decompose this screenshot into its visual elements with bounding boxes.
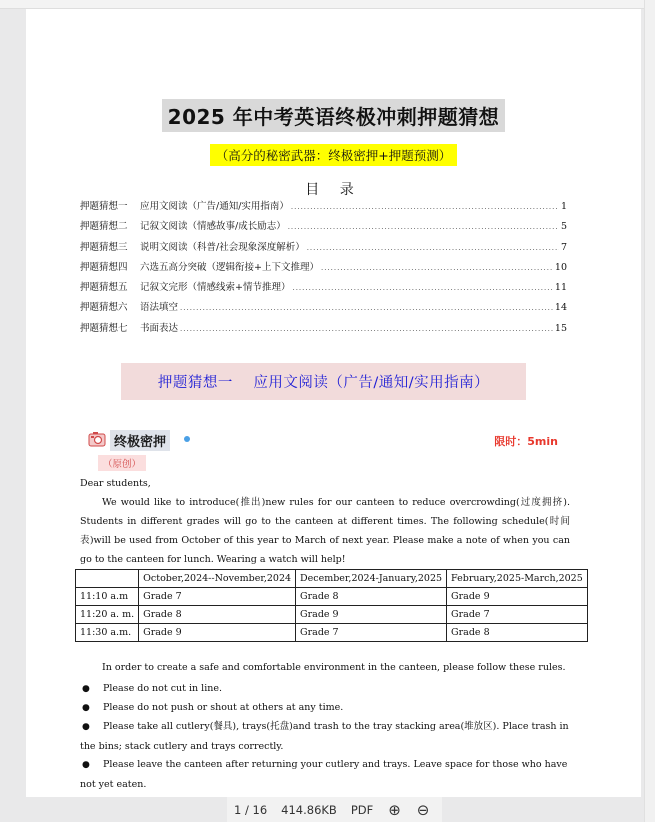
- toc-leader-dots: [292, 284, 552, 292]
- table-header-cell: [76, 570, 139, 588]
- toc-entry-page: 10: [554, 261, 567, 273]
- toc-entry-page: 5: [560, 221, 567, 233]
- toc-entry-title: 说明文阅读（科普/社会现象深度解析）: [140, 241, 305, 253]
- rule-text: Please do not cut in line.: [103, 683, 223, 694]
- toc-entry-label: 押题猜想六: [80, 302, 128, 314]
- toc-entry-title: 六选五高分突破（逻辑衔接+上下文推理）: [140, 261, 319, 273]
- greeting: Dear students,: [80, 478, 151, 489]
- toc-entry-page: 1: [560, 201, 567, 212]
- zoom-in-icon[interactable]: ⊕: [388, 800, 401, 819]
- table-cell: Grade 7: [296, 624, 447, 642]
- table-cell: Grade 8: [139, 606, 296, 624]
- table-cell: Grade 9: [447, 588, 588, 606]
- viewer-bottom-toolbar: [227, 797, 442, 822]
- list-item: [80, 679, 570, 699]
- toc-entry[interactable]: [80, 218, 567, 238]
- bullet-icon: ●: [82, 760, 90, 770]
- list-item: [80, 755, 570, 794]
- bullet-icon: ●: [82, 722, 90, 732]
- toc-entry-label: 押题猜想三: [80, 241, 128, 253]
- table-cell: Grade 8: [296, 588, 447, 606]
- file-size: 414.86KB: [281, 802, 337, 817]
- table-cell: Grade 8: [447, 624, 588, 642]
- toc-heading: 目 录: [305, 182, 362, 198]
- table-header-cell: October,2024--November,2024: [139, 570, 296, 588]
- toc-entry-label: 押题猜想七: [80, 322, 128, 334]
- table-header-row: [76, 570, 588, 588]
- toc-leader-dots: [307, 244, 559, 252]
- toc-entry-label: 押题猜想二: [80, 221, 128, 233]
- rule-text: Please take all cutlery(餐具), trays(托盘)and trash to the tray stacking area(堆放区). Place trash in the bins; stack cutlery and trays correctly.: [80, 721, 569, 752]
- camera-icon: [88, 431, 106, 447]
- badge-label: 终极密押: [110, 430, 170, 451]
- table-cell: Grade 9: [296, 606, 447, 624]
- list-item: [80, 717, 570, 756]
- toc-entry-page: 11: [554, 282, 567, 294]
- time-limit: 限时：5min: [494, 435, 558, 448]
- toc-entry[interactable]: [80, 198, 567, 218]
- table-header-cell: December,2024-January,2025: [296, 570, 447, 588]
- section-banner: 押题猜想一 应用文阅读（广告/通知/实用指南）: [121, 363, 526, 400]
- table-of-contents: [80, 198, 567, 340]
- toc-entry-title: 书面表达: [140, 322, 179, 334]
- schedule-table: [75, 569, 588, 642]
- document-title: 2025 年中考英语终极冲刺押题猜想: [162, 99, 506, 132]
- table-cell: Grade 7: [447, 606, 588, 624]
- table-header-cell: February,2025-March,2025: [447, 570, 588, 588]
- table-row: [76, 624, 588, 642]
- page-indicator[interactable]: 1 / 16: [234, 802, 268, 817]
- toc-entry-title: 语法填空: [140, 302, 179, 314]
- toc-entry[interactable]: [80, 259, 567, 279]
- toc-entry-label: 押题猜想一: [80, 201, 128, 212]
- dot-icon: [184, 436, 190, 442]
- table-row: [76, 588, 588, 606]
- table-cell: 11:10 a.m: [76, 588, 139, 606]
- toc-entry[interactable]: [80, 239, 567, 259]
- toc-entry-label: 押题猜想四: [80, 261, 128, 273]
- vertical-scrollbar[interactable]: [644, 0, 655, 822]
- bullet-icon: ●: [82, 684, 90, 694]
- toc-entry[interactable]: [80, 279, 567, 299]
- toc-leader-dots: [321, 264, 553, 272]
- toc-entry[interactable]: [80, 299, 567, 319]
- document-subtitle: （高分的秘密武器：终极密押+押题预测）: [210, 144, 457, 166]
- toc-entry[interactable]: [80, 320, 567, 340]
- table-cell: Grade 9: [139, 624, 296, 642]
- file-type: PDF: [350, 802, 374, 817]
- toc-leader-dots: [180, 325, 553, 333]
- table-cell: Grade 7: [139, 588, 296, 606]
- toc-leader-dots: [288, 223, 559, 231]
- toc-entry-page: 7: [560, 241, 567, 253]
- toc-entry-page: 15: [554, 322, 567, 334]
- bullet-icon: ●: [82, 703, 90, 713]
- pdf-page: [26, 9, 641, 797]
- toc-entry-title: 记叙文完形（情感线索+情节推理）: [140, 282, 291, 294]
- rules-intro: In order to create a safe and comfortable environment in the canteen, please follow these rules.: [102, 662, 566, 673]
- original-tag: （原创）: [98, 455, 146, 471]
- rule-text: Please do not push or shout at others at any time.: [103, 702, 344, 713]
- toc-entry-page: 14: [554, 302, 567, 314]
- toc-leader-dots: [180, 304, 553, 312]
- toc-entry-title: 应用文阅读（广告/通知/实用指南）: [140, 201, 289, 212]
- toc-leader-dots: [291, 203, 559, 211]
- table-row: [76, 606, 588, 624]
- badge-row: [88, 430, 558, 452]
- toc-entry-title: 记叙文阅读（情感故事/成长励志）: [140, 221, 286, 233]
- paragraph: We would like to introduce(推出)new rules for our canteen to reduce overcrowding(过度拥挤). Students in different grades will go to the canteen at different times. The following schedule(时间表)will be used from October of this year to March of next year. Please make a note of when you can go to the canteen for lunch. Wearing a watch will help!: [80, 497, 570, 565]
- list-item: [80, 698, 570, 718]
- toc-entry-label: 押题猜想五: [80, 282, 128, 294]
- rule-text: Please leave the canteen after returning your cutlery and trays. Leave space for those who have not yet eaten.: [80, 759, 568, 790]
- table-cell: 11:30 a.m.: [76, 624, 139, 642]
- zoom-out-icon[interactable]: ⊖: [416, 800, 430, 819]
- viewer-top-toolbar: [0, 0, 655, 9]
- table-cell: 11:20 a. m.: [76, 606, 139, 624]
